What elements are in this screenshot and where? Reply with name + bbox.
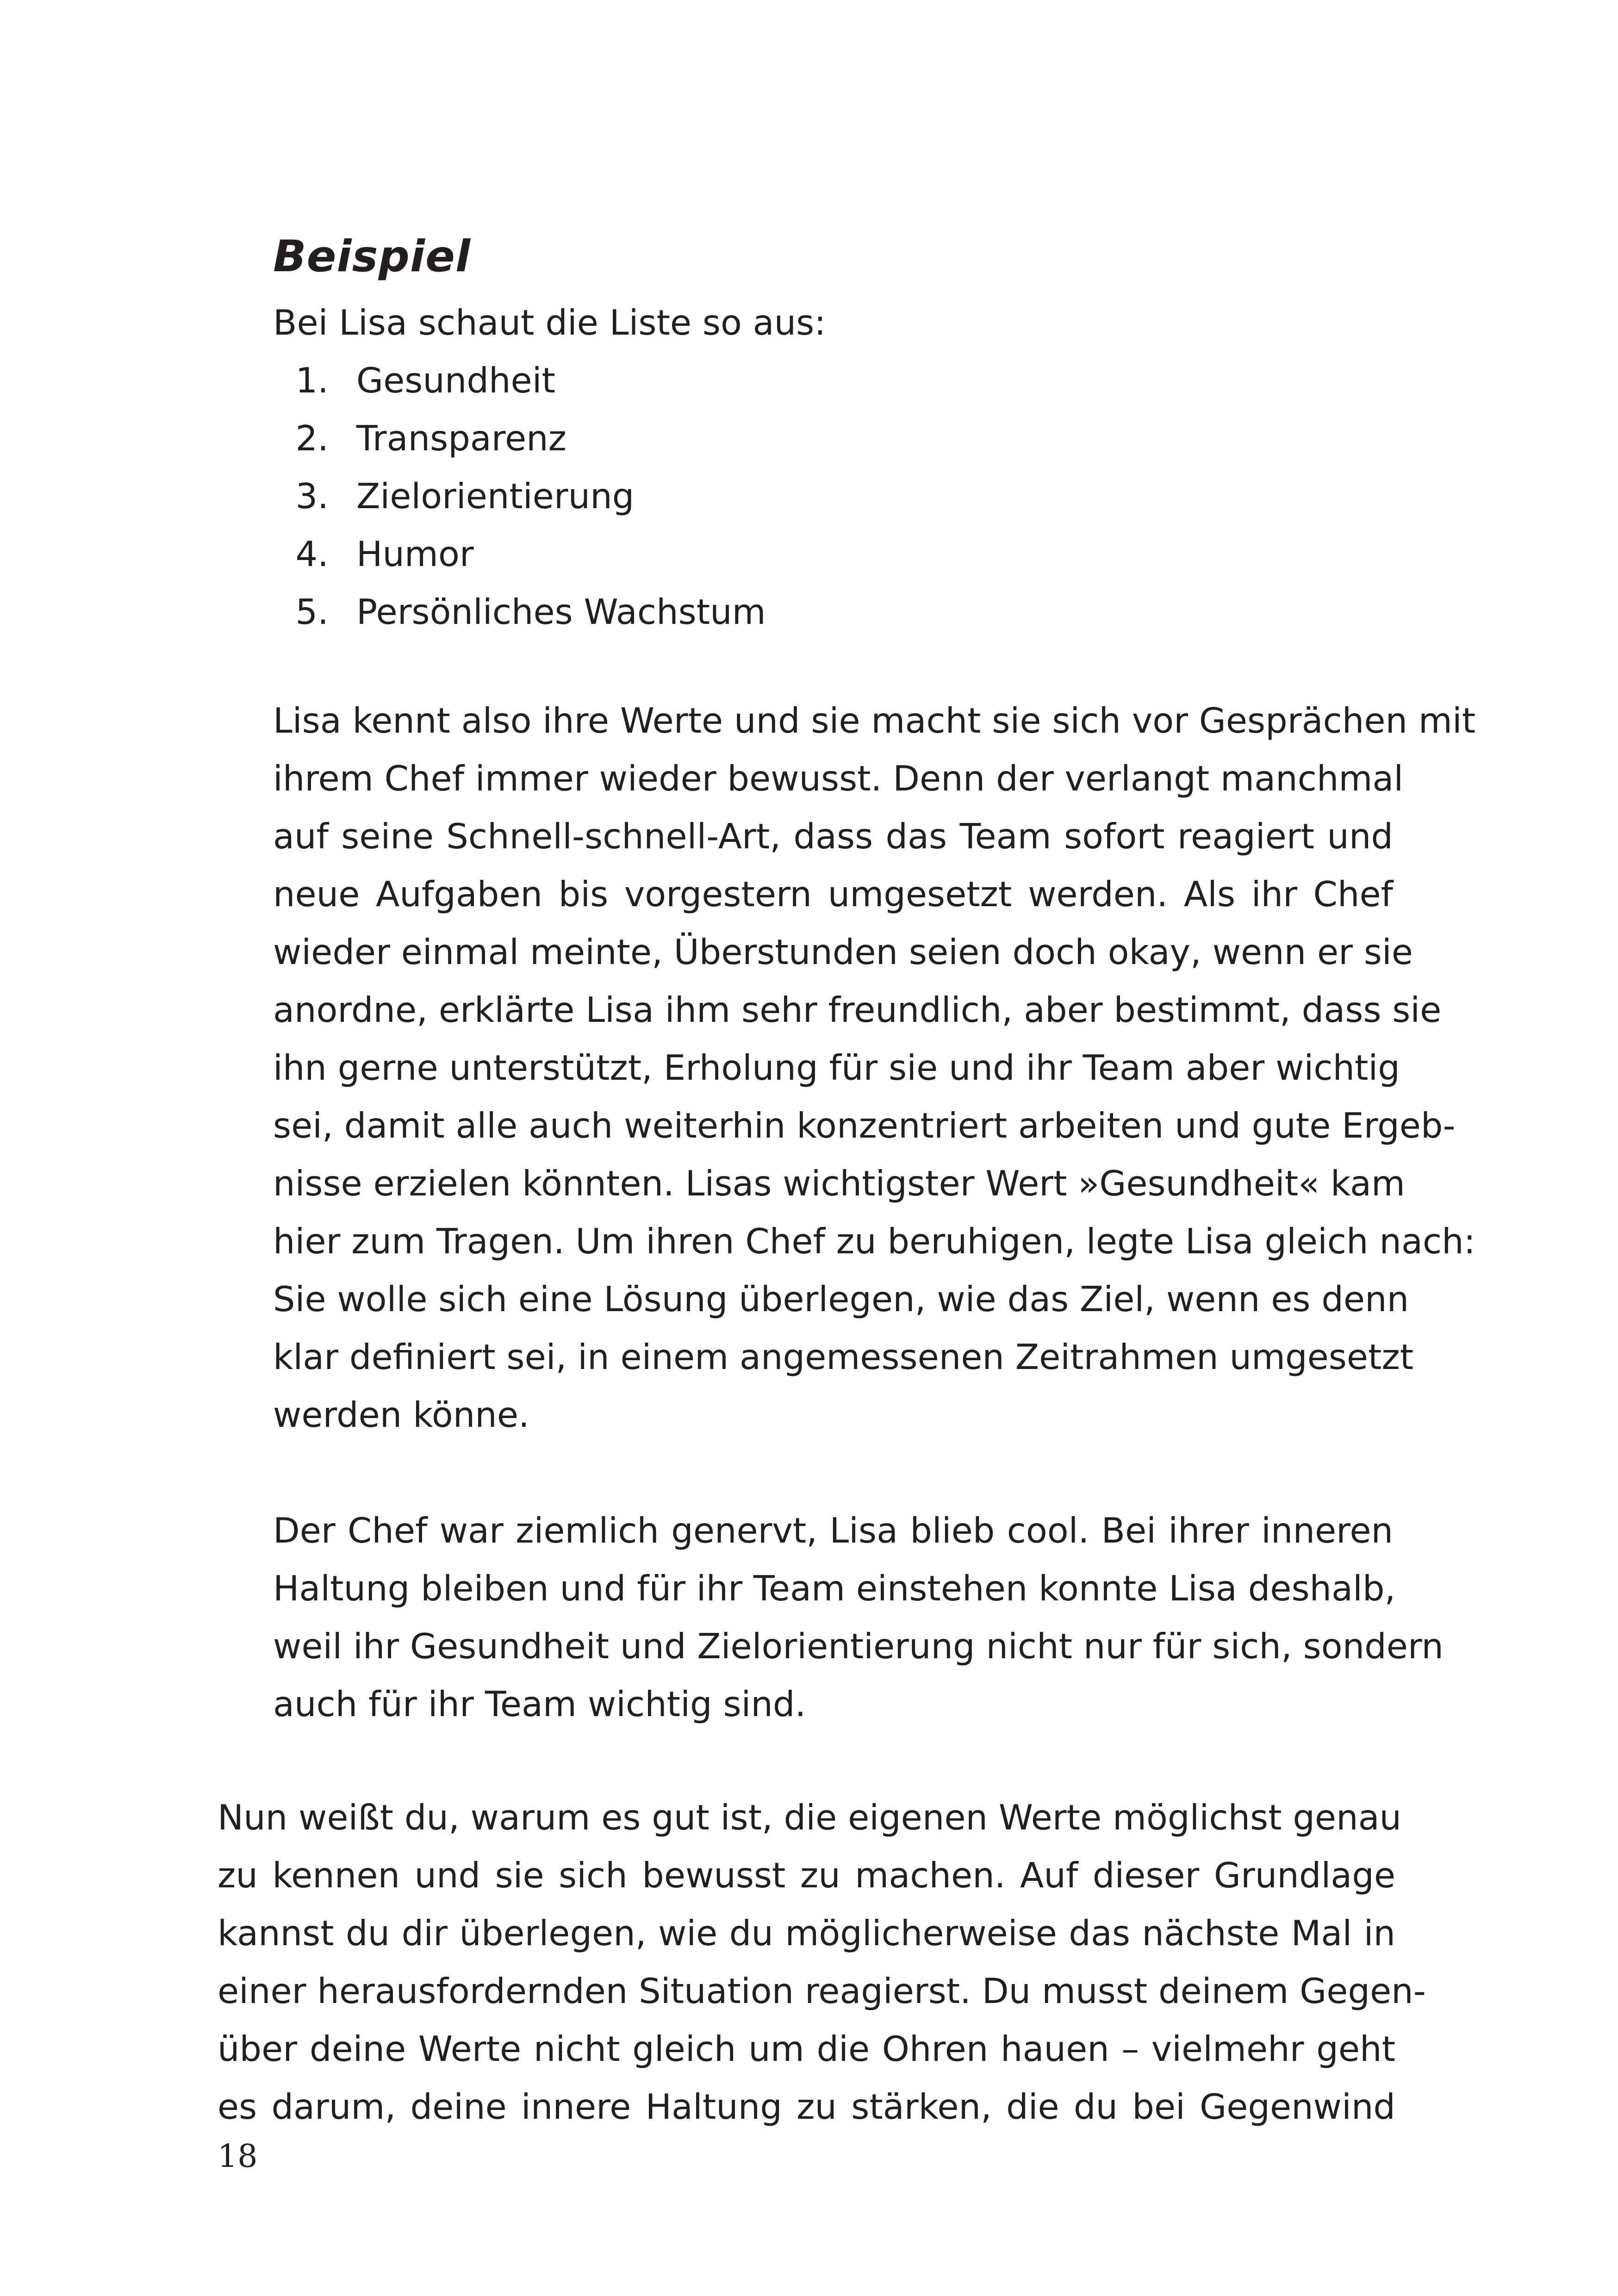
list-item bbox=[273, 410, 1393, 467]
text-line: weil ihr Gesundheit und Zielorientierung nicht nur für sich, sondern bbox=[273, 1626, 1444, 1667]
text-line: werden könne. bbox=[273, 1394, 529, 1435]
list-item-number: 1. bbox=[295, 360, 329, 401]
list-item bbox=[273, 352, 1393, 410]
example-intro: Bei Lisa schaut die Liste so aus: bbox=[273, 302, 826, 343]
list-item bbox=[273, 525, 1393, 583]
text-line: über deine Werte nicht gleich um die Ohren hauen – vielmehr geht bbox=[218, 2028, 1395, 2069]
body-paragraph bbox=[218, 1789, 1426, 2136]
list-item-number: 4. bbox=[295, 534, 329, 574]
text-line: hier zum Tragen. Um ihren Chef zu beruhigen, legte Lisa gleich nach: bbox=[273, 1221, 1475, 1262]
text-line: nisse erzielen könnten. Lisas wichtigster Wert »Gesundheit« kam bbox=[273, 1163, 1405, 1204]
text-line: einer herausfordernden Situation reagierst. Du musst deinem Gegen- bbox=[218, 1971, 1426, 2011]
example-heading: Beispiel bbox=[273, 231, 471, 282]
text-line: Sie wolle sich eine Lösung überlegen, wie das Ziel, wenn es denn bbox=[273, 1279, 1409, 1319]
text-line: es darum, deine innere Haltung zu stärken, die du bei Gegenwind bbox=[218, 2086, 1395, 2127]
list-item-label: Gesundheit bbox=[356, 360, 555, 401]
text-line: klar definiert sei, in einem angemessenen Zeitrahmen umgesetzt bbox=[273, 1337, 1414, 1377]
text-line: ihrem Chef immer wieder bewusst. Denn der verlangt manchmal bbox=[273, 758, 1404, 799]
list-item bbox=[273, 467, 1393, 525]
text-line: neue Aufgaben bis vorgestern umgesetzt werden. Als ihr Chef bbox=[273, 874, 1393, 915]
text-line: zu kennen und sie sich bewusst zu machen. Auf dieser Grundlage bbox=[218, 1855, 1395, 1896]
example-paragraph-2 bbox=[273, 1502, 1444, 1733]
example-box bbox=[273, 227, 1393, 641]
list-item-label: Transparenz bbox=[356, 418, 566, 459]
text-line: kannst du dir überlegen, wie du möglicherweise das nächste Mal in bbox=[218, 1913, 1395, 1954]
text-line: auf seine Schnell-schnell-Art, dass das Team sofort reagiert und bbox=[273, 816, 1393, 857]
list-item-number: 5. bbox=[295, 591, 329, 632]
text-line: Lisa kennt also ihre Werte und sie macht sie sich vor Gesprächen mit bbox=[273, 700, 1476, 741]
text-line: Haltung bleiben und für ihr Team einstehen konnte Lisa deshalb, bbox=[273, 1568, 1396, 1609]
list-item-number: 2. bbox=[295, 418, 329, 459]
text-line: Nun weißt du, warum es gut ist, die eigenen Werte möglichst genau bbox=[218, 1797, 1402, 1838]
example-paragraph-1 bbox=[273, 692, 1476, 1444]
text-line: anordne, erklärte Lisa ihm sehr freundlich, aber bestimmt, dass sie bbox=[273, 989, 1442, 1030]
list-item-label: Zielorientierung bbox=[356, 476, 635, 516]
text-line: ihn gerne unterstützt, Erholung für sie und ihr Team aber wichtig bbox=[273, 1047, 1400, 1088]
text-line: wieder einmal meinte, Überstunden seien doch okay, wenn er sie bbox=[273, 932, 1413, 972]
text-line: Der Chef war ziemlich genervt, Lisa blieb cool. Bei ihrer inneren bbox=[273, 1510, 1393, 1551]
text-line: auch für ihr Team wichtig sind. bbox=[273, 1684, 806, 1724]
list-item-label: Persönliches Wachstum bbox=[356, 591, 766, 632]
list-item-label: Humor bbox=[356, 534, 474, 574]
values-list bbox=[273, 352, 1393, 641]
text-line: sei, damit alle auch weiterhin konzentriert arbeiten und gute Ergeb- bbox=[273, 1105, 1456, 1146]
list-item bbox=[273, 583, 1393, 641]
list-item-number: 3. bbox=[295, 476, 329, 516]
page-number: 18 bbox=[218, 2138, 258, 2175]
